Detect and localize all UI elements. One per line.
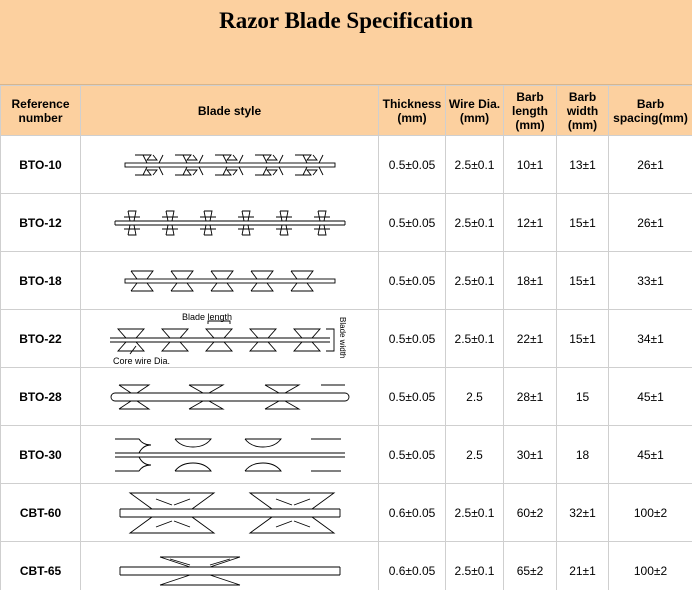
blade-drawing <box>115 145 345 185</box>
cell-ref: BTO-28 <box>1 368 81 426</box>
cell-barb-width: 15±1 <box>557 310 609 368</box>
blade-drawing <box>105 433 355 477</box>
blade-drawing <box>110 203 350 243</box>
header-barb-length: Barb length (mm) <box>504 86 557 136</box>
cell-thickness: 0.5±0.05 <box>379 426 446 484</box>
cell-thickness: 0.5±0.05 <box>379 194 446 252</box>
cell-ref: BTO-10 <box>1 136 81 194</box>
cell-thickness: 0.6±0.05 <box>379 542 446 590</box>
cell-ref: BTO-22 <box>1 310 81 368</box>
table-row <box>1 252 692 310</box>
page-title: Razor Blade Specification <box>219 8 473 33</box>
cell-thickness: 0.5±0.05 <box>379 252 446 310</box>
cell-barb-length: 18±1 <box>504 252 557 310</box>
table-row <box>1 542 692 590</box>
blade-diagram-bto-12 <box>81 194 379 252</box>
cell-barb-spacing: 26±1 <box>609 194 692 252</box>
blade-diagram-bto-28 <box>81 368 379 426</box>
cell-ref: BTO-12 <box>1 194 81 252</box>
blade-diagram-cbt-60 <box>81 484 379 542</box>
cell-wire-dia: 2.5 <box>446 368 504 426</box>
blade-drawing <box>110 489 350 537</box>
cell-barb-spacing: 26±1 <box>609 136 692 194</box>
cell-barb-width: 15±1 <box>557 252 609 310</box>
cell-thickness: 0.5±0.05 <box>379 368 446 426</box>
blade-width-label: Blade width <box>337 316 347 358</box>
blade-drawing <box>115 261 345 301</box>
blade-diagram-cbt-65 <box>81 542 379 590</box>
cell-ref: CBT-65 <box>1 542 81 590</box>
blade-length-label: Blade length <box>181 311 232 322</box>
cell-thickness: 0.5±0.05 <box>379 136 446 194</box>
cell-barb-length: 22±1 <box>504 310 557 368</box>
core-wire-label: Core wire Dia. <box>112 355 170 366</box>
table-row <box>1 368 692 426</box>
cell-barb-width: 13±1 <box>557 136 609 194</box>
cell-barb-spacing: 33±1 <box>609 252 692 310</box>
cell-barb-width: 32±1 <box>557 484 609 542</box>
cell-thickness: 0.6±0.05 <box>379 484 446 542</box>
cell-wire-dia: 2.5±0.1 <box>446 310 504 368</box>
cell-wire-dia: 2.5±0.1 <box>446 484 504 542</box>
cell-barb-length: 12±1 <box>504 194 557 252</box>
blade-drawing <box>105 377 355 417</box>
header-thickness: Thickness (mm) <box>379 86 446 136</box>
cell-ref: CBT-60 <box>1 484 81 542</box>
cell-barb-width: 15 <box>557 368 609 426</box>
cell-wire-dia: 2.5±0.1 <box>446 194 504 252</box>
cell-wire-dia: 2.5±0.1 <box>446 136 504 194</box>
table-row <box>1 136 692 194</box>
cell-barb-width: 21±1 <box>557 542 609 590</box>
header-barb-width: Barb width (mm) <box>557 86 609 136</box>
blade-diagram-bto-18 <box>81 252 379 310</box>
header-wire-dia: Wire Dia. (mm) <box>446 86 504 136</box>
blade-diagram-bto-30 <box>81 426 379 484</box>
blade-diagram-bto-22 <box>81 310 379 368</box>
cell-barb-width: 18 <box>557 426 609 484</box>
cell-barb-spacing: 100±2 <box>609 484 692 542</box>
cell-barb-length: 30±1 <box>504 426 557 484</box>
header-ref: Reference number <box>1 86 81 136</box>
cell-barb-spacing: 45±1 <box>609 426 692 484</box>
cell-barb-spacing: 100±2 <box>609 542 692 590</box>
blade-drawing <box>110 551 350 590</box>
cell-barb-spacing: 45±1 <box>609 368 692 426</box>
table-row <box>1 426 692 484</box>
cell-barb-length: 60±2 <box>504 484 557 542</box>
table-row <box>1 194 692 252</box>
title-band <box>0 0 692 85</box>
cell-barb-length: 10±1 <box>504 136 557 194</box>
cell-wire-dia: 2.5 <box>446 426 504 484</box>
header-blade-style: Blade style <box>81 86 379 136</box>
cell-wire-dia: 2.5±0.1 <box>446 542 504 590</box>
cell-thickness: 0.5±0.05 <box>379 310 446 368</box>
cell-barb-spacing: 34±1 <box>609 310 692 368</box>
table-row <box>1 310 692 368</box>
blade-diagram-bto-10 <box>81 136 379 194</box>
header-barb-spacing: Barb spacing(mm) <box>609 86 692 136</box>
cell-ref: BTO-18 <box>1 252 81 310</box>
table-row <box>1 484 692 542</box>
cell-wire-dia: 2.5±0.1 <box>446 252 504 310</box>
header-row <box>1 86 692 136</box>
cell-barb-length: 28±1 <box>504 368 557 426</box>
spec-table <box>0 85 692 590</box>
blade-drawing <box>100 311 360 367</box>
cell-barb-length: 65±2 <box>504 542 557 590</box>
cell-ref: BTO-30 <box>1 426 81 484</box>
cell-barb-width: 15±1 <box>557 194 609 252</box>
